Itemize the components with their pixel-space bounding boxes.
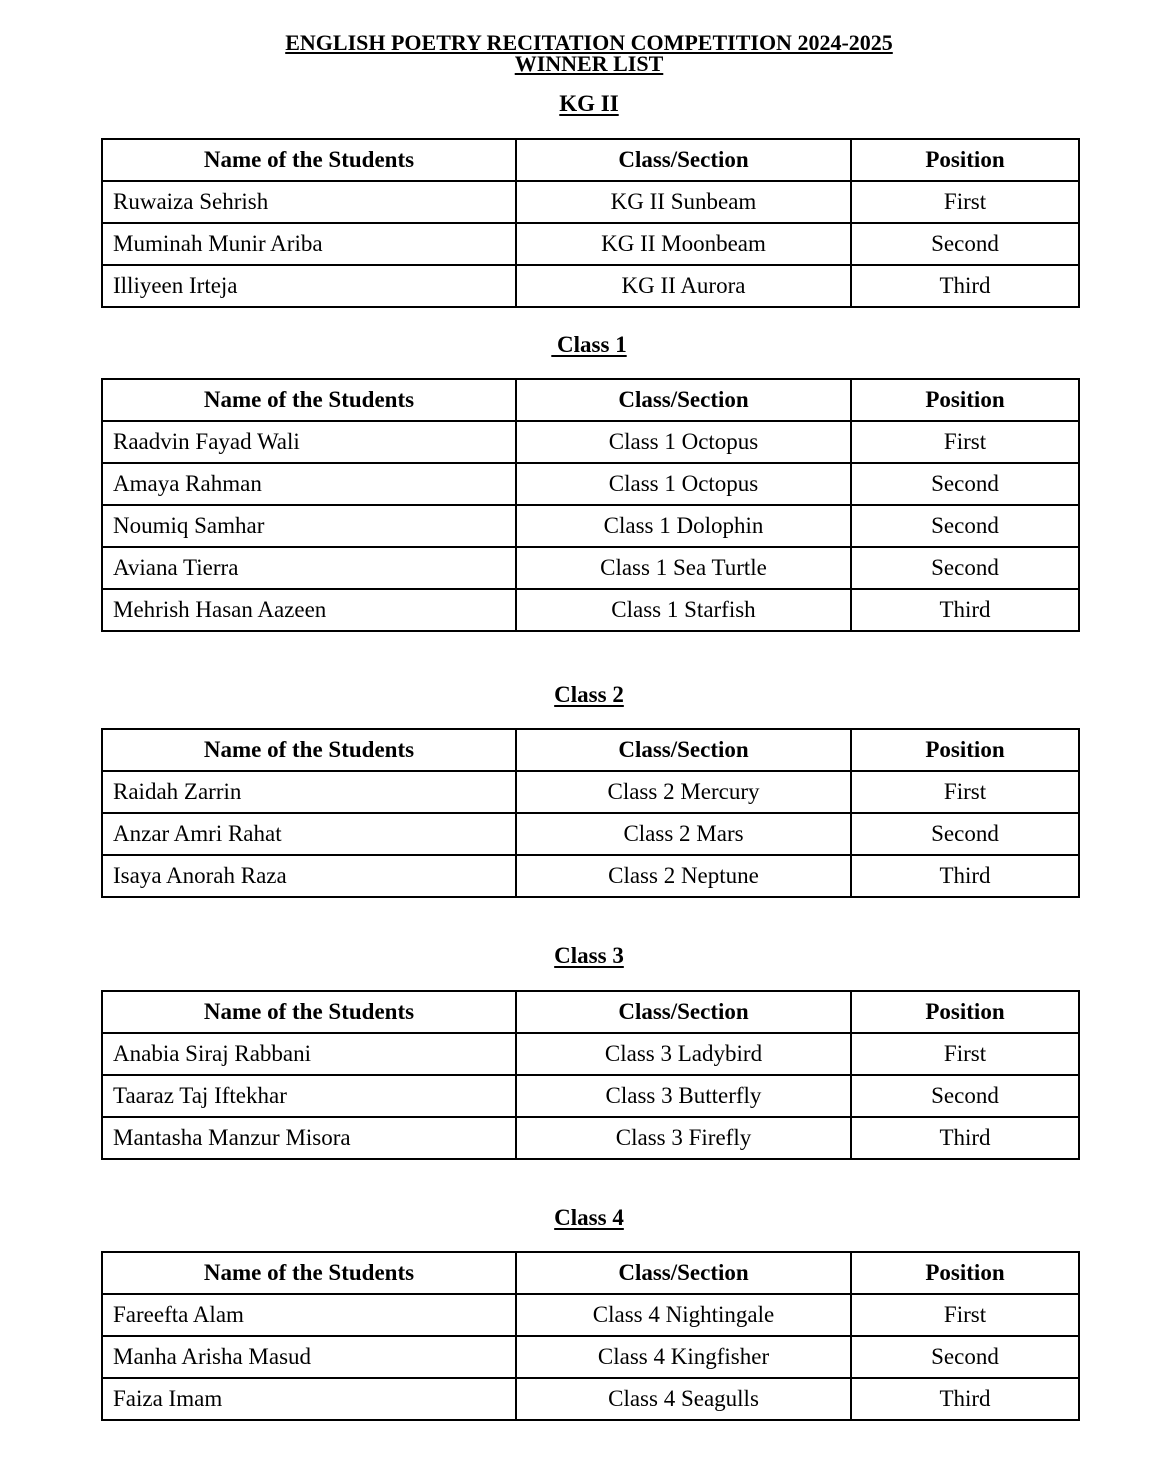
position: Second bbox=[851, 547, 1079, 589]
section-heading: Class 2 bbox=[554, 682, 624, 707]
student-name: Mehrish Hasan Aazeen bbox=[102, 589, 516, 631]
class-section: Class 2 Neptune bbox=[516, 855, 851, 897]
document-subtitle: WINNER LIST bbox=[514, 51, 664, 76]
position: Third bbox=[851, 1117, 1079, 1159]
class-section: Class 1 Octopus bbox=[516, 463, 851, 505]
class-section: Class 4 Nightingale bbox=[516, 1294, 851, 1336]
results-table bbox=[101, 990, 1080, 1160]
results-table bbox=[101, 728, 1080, 898]
header-name: Name of the Students bbox=[102, 729, 516, 771]
position: Second bbox=[851, 1336, 1079, 1378]
class-section: Class 3 Firefly bbox=[516, 1117, 851, 1159]
header-class-section: Class/Section bbox=[516, 139, 851, 181]
student-name: Mantasha Manzur Misora bbox=[102, 1117, 516, 1159]
class-section: Class 2 Mars bbox=[516, 813, 851, 855]
document-title: ENGLISH POETRY RECITATION COMPETITION 2024-2025 bbox=[285, 30, 893, 55]
class-section: Class 4 Seagulls bbox=[516, 1378, 851, 1420]
student-name: Faiza Imam bbox=[102, 1378, 516, 1420]
student-name: Raidah Zarrin bbox=[102, 771, 516, 813]
table-header-row bbox=[102, 1252, 1079, 1294]
position: Second bbox=[851, 813, 1079, 855]
position: First bbox=[851, 771, 1079, 813]
position: Third bbox=[851, 265, 1079, 307]
header-name: Name of the Students bbox=[102, 379, 516, 421]
table-header-row bbox=[102, 729, 1079, 771]
class-section: Class 1 Dolophin bbox=[516, 505, 851, 547]
class-section: KG II Moonbeam bbox=[516, 223, 851, 265]
header-name: Name of the Students bbox=[102, 139, 516, 181]
table-row bbox=[102, 589, 1079, 631]
section-heading: Class 4 bbox=[554, 1205, 624, 1230]
table-row bbox=[102, 813, 1079, 855]
table-row bbox=[102, 1336, 1079, 1378]
class-section: KG II Sunbeam bbox=[516, 181, 851, 223]
header-class-section: Class/Section bbox=[516, 1252, 851, 1294]
table-row bbox=[102, 771, 1079, 813]
table-row bbox=[102, 1075, 1079, 1117]
position: Second bbox=[851, 463, 1079, 505]
table-row bbox=[102, 1117, 1079, 1159]
position: Second bbox=[851, 1075, 1079, 1117]
table-row bbox=[102, 463, 1079, 505]
header-position: Position bbox=[851, 139, 1079, 181]
section-heading: KG II bbox=[559, 91, 619, 116]
student-name: Amaya Rahman bbox=[102, 463, 516, 505]
student-name: Isaya Anorah Raza bbox=[102, 855, 516, 897]
student-name: Illiyeen Irteja bbox=[102, 265, 516, 307]
table-row bbox=[102, 265, 1079, 307]
position: First bbox=[851, 1033, 1079, 1075]
student-name: Anabia Siraj Rabbani bbox=[102, 1033, 516, 1075]
student-name: Fareefta Alam bbox=[102, 1294, 516, 1336]
position: First bbox=[851, 181, 1079, 223]
position: First bbox=[851, 1294, 1079, 1336]
position: Second bbox=[851, 505, 1079, 547]
position: First bbox=[851, 421, 1079, 463]
class-section: KG II Aurora bbox=[516, 265, 851, 307]
section-heading: Class 1 bbox=[551, 332, 627, 357]
class-section: Class 2 Mercury bbox=[516, 771, 851, 813]
student-name: Muminah Munir Ariba bbox=[102, 223, 516, 265]
header-name: Name of the Students bbox=[102, 991, 516, 1033]
table-row bbox=[102, 1294, 1079, 1336]
student-name: Noumiq Samhar bbox=[102, 505, 516, 547]
position: Third bbox=[851, 855, 1079, 897]
table-row bbox=[102, 181, 1079, 223]
class-section: Class 3 Butterfly bbox=[516, 1075, 851, 1117]
results-table bbox=[101, 138, 1080, 308]
table-header-row bbox=[102, 991, 1079, 1033]
table-row bbox=[102, 505, 1079, 547]
header-position: Position bbox=[851, 729, 1079, 771]
student-name: Ruwaiza Sehrish bbox=[102, 181, 516, 223]
class-section: Class 1 Octopus bbox=[516, 421, 851, 463]
table-header-row bbox=[102, 379, 1079, 421]
position: Third bbox=[851, 589, 1079, 631]
section-heading: Class 3 bbox=[554, 943, 624, 968]
header-class-section: Class/Section bbox=[516, 379, 851, 421]
table-row bbox=[102, 421, 1079, 463]
table-row bbox=[102, 855, 1079, 897]
position: Third bbox=[851, 1378, 1079, 1420]
results-table bbox=[101, 1251, 1080, 1421]
position: Second bbox=[851, 223, 1079, 265]
table-row bbox=[102, 547, 1079, 589]
table-header-row bbox=[102, 139, 1079, 181]
student-name: Raadvin Fayad Wali bbox=[102, 421, 516, 463]
student-name: Anzar Amri Rahat bbox=[102, 813, 516, 855]
header-name: Name of the Students bbox=[102, 1252, 516, 1294]
table-row bbox=[102, 1378, 1079, 1420]
class-section: Class 4 Kingfisher bbox=[516, 1336, 851, 1378]
header-position: Position bbox=[851, 379, 1079, 421]
table-row bbox=[102, 223, 1079, 265]
class-section: Class 1 Sea Turtle bbox=[516, 547, 851, 589]
table-row bbox=[102, 1033, 1079, 1075]
header-class-section: Class/Section bbox=[516, 729, 851, 771]
class-section: Class 1 Starfish bbox=[516, 589, 851, 631]
header-position: Position bbox=[851, 1252, 1079, 1294]
student-name: Taaraz Taj Iftekhar bbox=[102, 1075, 516, 1117]
student-name: Aviana Tierra bbox=[102, 547, 516, 589]
header-class-section: Class/Section bbox=[516, 991, 851, 1033]
header-position: Position bbox=[851, 991, 1079, 1033]
results-table bbox=[101, 378, 1080, 632]
class-section: Class 3 Ladybird bbox=[516, 1033, 851, 1075]
student-name: Manha Arisha Masud bbox=[102, 1336, 516, 1378]
